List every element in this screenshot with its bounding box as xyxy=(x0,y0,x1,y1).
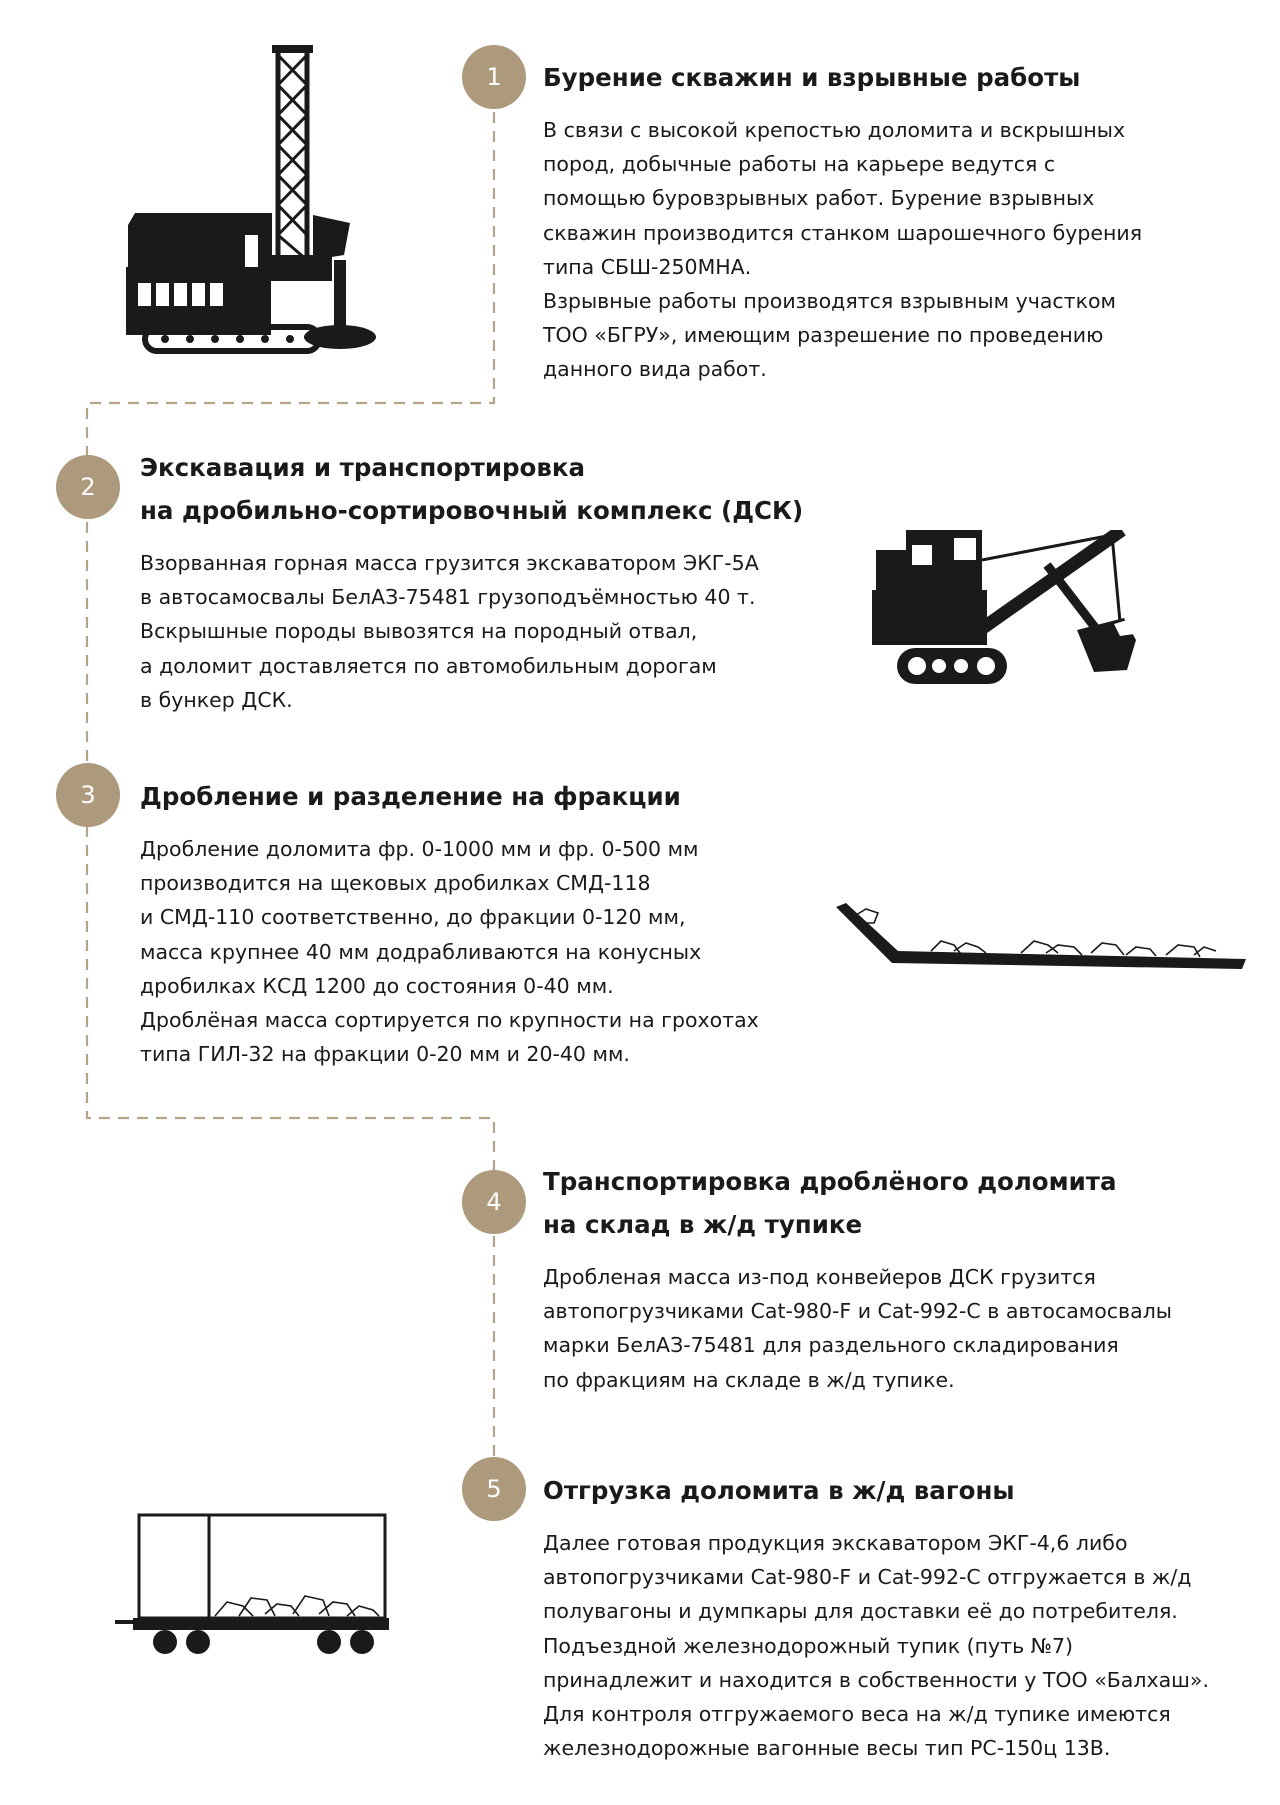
step-number: 3 xyxy=(80,781,96,809)
step-number-badge xyxy=(462,1457,526,1521)
description-line: Взрывные работы производятся взрывным участком xyxy=(543,289,1116,314)
step-description xyxy=(543,1260,1172,1397)
step-number: 1 xyxy=(486,63,502,91)
description-line: и СМД-110 соответственно, до фракции 0-120 мм, xyxy=(140,905,686,930)
step-title xyxy=(543,1469,1209,1512)
step-title xyxy=(140,775,759,818)
description-line: Дробление доломита фр. 0-1000 мм и фр. 0-500 мм xyxy=(140,837,699,861)
step-title-line: Бурение скважин и взрывные работы xyxy=(543,63,1081,92)
step-number-badge xyxy=(462,1170,526,1234)
description-line: пород, добычные работы на карьере ведутся с xyxy=(543,152,1056,177)
step-title xyxy=(140,446,803,532)
step-3 xyxy=(140,775,759,1071)
step-title-line: на дробильно-сортировочный комплекс (ДСК) xyxy=(140,496,804,525)
description-line: дробилках КСД 1200 до состояния 0-40 мм. xyxy=(140,973,614,998)
description-line: в автосамосвалы БелАЗ-75481 грузоподъёмностью 40 т. xyxy=(140,585,756,610)
step-title xyxy=(543,1160,1172,1246)
step-number-badge xyxy=(56,455,120,519)
step-4 xyxy=(543,1160,1172,1397)
description-line: Взорванная горная масса грузится экскаватором ЭКГ-5А xyxy=(140,551,759,575)
step-title-line: на склад в ж/д тупике xyxy=(543,1210,863,1239)
description-line: полувагоны и думпкары для доставки её до потребителя. xyxy=(543,1599,1178,1624)
step-2 xyxy=(140,446,803,717)
description-line: Вскрышные породы вывозятся на породный отвал, xyxy=(140,619,698,644)
step-number: 2 xyxy=(80,473,96,501)
step-description xyxy=(140,832,759,1071)
step-title-line: Дробление и разделение на фракции xyxy=(140,782,681,811)
description-line: Для контроля отгружаемого веса на ж/д тупике имеются xyxy=(543,1702,1171,1727)
description-line: автопогрузчиками Cat-980-F и Cat-992-C в автосамосвалы xyxy=(543,1299,1172,1324)
description-line: автопогрузчиками Cat-980-F и Cat-992-C отгружается в ж/д xyxy=(543,1565,1192,1590)
description-line: данного вида работ. xyxy=(543,357,767,382)
step-1 xyxy=(543,56,1142,387)
step-description xyxy=(140,546,803,717)
excavator-icon xyxy=(872,530,1172,690)
step-number: 4 xyxy=(486,1188,502,1216)
description-line: помощью буровзрывных работ. Бурение взрывных xyxy=(543,186,1095,211)
description-line: марки БелАЗ-75481 для раздельного складирования xyxy=(543,1333,1119,1358)
step-number-badge xyxy=(56,763,120,827)
description-line: Дроблёная масса сортируется по крупности на грохотах xyxy=(140,1008,759,1033)
step-title-line: Транспортировка дроблёного доломита xyxy=(543,1167,1117,1196)
description-line: по фракциям на складе в ж/д тупике. xyxy=(543,1367,955,1392)
description-line: масса крупнее 40 мм додрабливаются на конусных xyxy=(140,939,702,964)
description-line: а доломит доставляется по автомобильным дорогам xyxy=(140,653,717,678)
step-title-line: Отгрузка доломита в ж/д вагоны xyxy=(543,1476,1015,1505)
step-number: 5 xyxy=(486,1475,502,1503)
step-description xyxy=(543,113,1142,387)
step-number-badge xyxy=(462,45,526,109)
description-line: Далее готовая продукция экскаватором ЭКГ-4,6 либо xyxy=(543,1531,1128,1555)
railcar-icon xyxy=(115,1510,405,1660)
description-line: В связи с высокой крепостью доломита и вскрышных xyxy=(543,118,1126,142)
description-line: в бункер ДСК. xyxy=(140,687,293,712)
conveyor-icon xyxy=(836,895,1246,975)
step-description xyxy=(543,1526,1209,1765)
step-title-line: Экскавация и транспортировка xyxy=(140,453,586,482)
step-5 xyxy=(543,1469,1209,1765)
step-title xyxy=(543,56,1142,99)
description-line: типа ГИЛ-32 на фракции 0-20 мм и 20-40 мм. xyxy=(140,1042,630,1067)
description-line: производится на щековых дробилках СМД-118 xyxy=(140,871,651,896)
description-line: принадлежит и находится в собственности у ТОО «Балхаш». xyxy=(543,1667,1209,1692)
description-line: Дробленая масса из-под конвейеров ДСК грузится xyxy=(543,1265,1096,1289)
description-line: скважин производится станком шарошечного бурения xyxy=(543,220,1143,245)
description-line: железнодорожные вагонные весы тип РС-150ц 13В. xyxy=(543,1736,1111,1761)
description-line: ТОО «БГРУ», имеющим разрешение по проведению xyxy=(543,323,1104,348)
description-line: Подъездной железнодорожный тупик (путь №7) xyxy=(543,1633,1074,1658)
description-line: типа СБШ-250МНА. xyxy=(543,254,752,279)
drilling-rig-icon xyxy=(120,45,390,355)
